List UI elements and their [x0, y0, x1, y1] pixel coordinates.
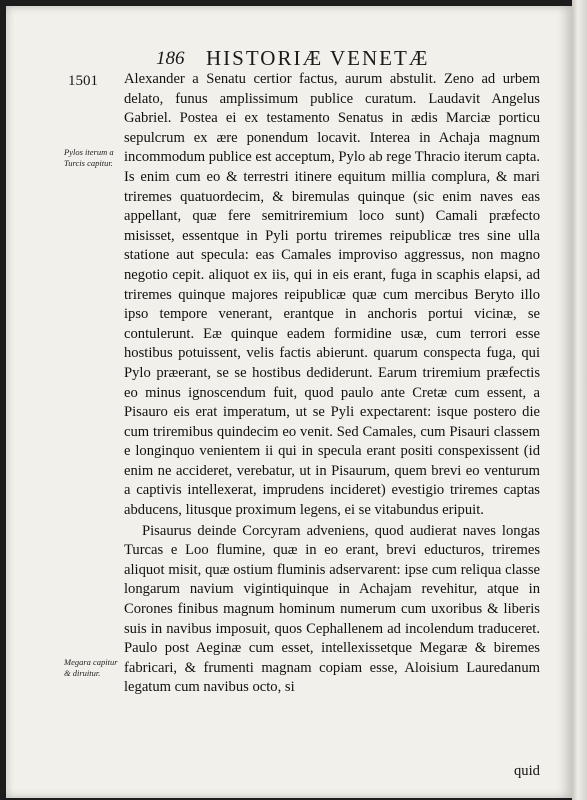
book-page	[6, 6, 572, 798]
margin-note-pylos: Pylos iterum a Turcis capitur.	[64, 147, 114, 168]
body-text	[124, 70, 540, 698]
catchword: quid	[514, 763, 540, 779]
margin-note-megara: Megara capitur & diruitur.	[64, 657, 118, 678]
page-edge	[572, 0, 587, 800]
year-marker: 1501	[68, 73, 98, 89]
paragraph: Pisaurus deinde Corcyram adveniens, quod audierat naves longas Turcas e Loo flumine, quæ in eo erant, brevi educturos, triremes aliquot misit, quæ ostium fluminis adservarent: ipse cum reliqua classe longarum navium vigintiquinque in Achajam revehitur, atque in Corones finibus magnum hominum numerum cum uxoribus & liberis suis in navibus imposuit, quos Cephallenem ad incolendum traduceret. Paulo post Aeginæ cum esset, intellexissetque Megaræ & biremes fabricari, & frumenti magnam copiam esse, Aloisium Lauredanum legatum cum navibus octo, si	[124, 522, 540, 696]
page-number: 186	[156, 48, 185, 69]
running-title: HISTORIÆ VENETÆ	[206, 46, 430, 70]
paragraph: Alexander a Senatu certior factus, aurum abstulit. Zeno ad urbem delato, funus amplissimum publice curatum. Laudavit Angelus Gabriel. Postea ei ex testamento Senatus in ædis Marciæ porticu sepulcrum ex ære ponendum locavit. Interea in Achaja magnum incommodum publice est acceptum, Pylo ab rege Thracio iterum capta. Is enim cum eo & terrestri itinere equitum millia complura, & mari triremes quatuordecim, & biremulas quinque (sic enim naves eas appellant, quæ fere semitriremium loco sunt) Camali præfecto misisset, essentque in Pyli portu triremes reipublicæ tres sine ulla statione aut specula: eas Camales improviso aggressus, non magno negotio cepit. aliquot ex iis, qui in eis erant, fuga in scaphis elapsi, ad triremes quinque majores reipublicæ quæ cum mercibus Beryto illo ipso tempore venerant, erantque in anchoris portui vicinæ, se contulerunt. Eæ quinque eadem formidine usæ, cum terrori esse hostibus potuissent, velis factis abierunt. quarum conspecta fuga, qui Pylo præerant, se se hostibus dediderunt. Earum triremium præfectis eo minus ignoscendum fuit, quod paulo ante Cretæ cum essent, a Pisauro eis erat imperatum, ut se Pyli expectarent: isque postero die cum triremibus quindecim eo venit. Sed Camales, cum Pisauri classem e longinquo venientem ii qui in specula erant positi conspexissent (id enim ne accideret, verebatur, ut in Pisaurum, quem brevi eo venturum a captivis intellexerat, imprudens incideret) evestigio triremes captas abducens, litusque proximum legens, ei se vitabundus eripuit.	[124, 71, 540, 519]
page-header	[6, 42, 572, 68]
